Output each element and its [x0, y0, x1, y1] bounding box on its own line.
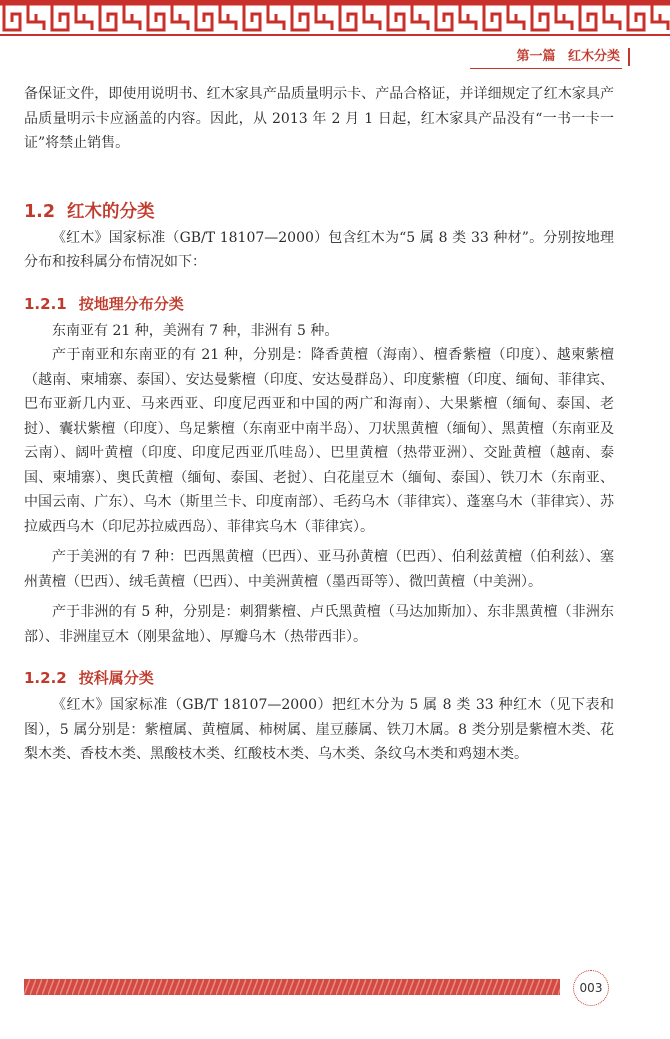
section-number: 1.2 [24, 201, 56, 222]
paragraph: 产于非洲的有 5 种，分别是：刺猬紫檀、卢氏黑黄檀（马达加斯加）、东非黑黄檀（非洲东部）、非洲崖豆木（刚果盆地）、厚瓣乌木（热带西非）。 [24, 604, 614, 645]
section-title: 红木的分类 [67, 201, 155, 222]
page-number: 003 [573, 970, 609, 1006]
section-heading-1-2 [24, 200, 614, 224]
bottom-ornament-band [24, 979, 560, 995]
subsection-number: 1.2.2 [24, 669, 67, 687]
subsection-number: 1.2.1 [24, 294, 67, 313]
intro-paragraph: 备保证文件，即使用说明书、红木家具产品质量明示卡、产品合格证，并详细规定了红木家具产品质量明示卡应涵盖的内容。因此，从 2013 年 2 月 1 日起，红木家具产品没有“一书一卡一证”将禁止销售。 [24, 86, 614, 151]
lattice-frieze-decoration [0, 0, 670, 44]
running-head [516, 48, 630, 66]
subsection-title: 按科属分类 [78, 669, 154, 687]
paragraph: 《红木》国家标准（GB/T 18107—2000）把红木分为 5 属 8 类 33 种红木（见下表和图），5 属分别是：紫檀属、黄檀属、柿树属、崖豆藤属、铁刀木属。8 类分别是紫檀木类、花梨木类、香枝木类、黑酸枝木类、红酸枝木类、乌木类、条纹乌木类和鸡翅木类。 [24, 697, 614, 762]
running-head-rule [470, 68, 622, 69]
subsection-heading-1-2-2 [24, 667, 614, 689]
running-head-part: 第一篇 [516, 49, 556, 64]
running-head-chapter: 红木分类 [567, 49, 620, 64]
paragraph: 产于美洲的有 7 种：巴西黑黄檀（巴西）、亚马孙黄檀（巴西）、伯利兹黄檀（伯利兹）、塞州黄檀（巴西）、绒毛黄檀（巴西）、中美洲黄檀（墨西哥等）、微凹黄檀（中美洲）。 [24, 549, 614, 590]
paragraph: 东南亚有 21 种，美洲有 7 种，非洲有 5 种。 [52, 322, 339, 339]
paragraph: 产于南亚和东南亚的有 21 种，分别是：降香黄檀（海南）、檀香紫檀（印度）、越柬紫檀（越南、柬埔寨、泰国）、安达曼紫檀（印度、安达曼群岛）、印度紫檀（印度、缅甸、菲律宾、巴布亚新几内亚、马来西亚、印度尼西亚和中国的两广和海南）、大果紫檀（缅甸、泰国、老挝）、囊状紫檀（印度）、鸟足紫檀（东南亚中南半岛）、刀状黑黄檀（缅甸）、黑黄檀（东南亚及云南）、阔叶黄檀（印度、印度尼西亚爪哇岛）、巴里黄檀（热带亚洲）、交趾黄檀（越南、泰国、柬埔寨）、奥氏黄檀（缅甸、泰国、老挝）、白花崖豆木（缅甸、泰国）、铁刀木（东南亚、中国云南、广东）、乌木（斯里兰卡、印度南部）、毛药乌木（菲律宾）、蓬塞乌木（菲律宾）、苏拉威西乌木（印尼苏拉威西岛）、菲律宾乌木（菲律宾）。 [24, 347, 614, 535]
subsection-title: 按地理分布分类 [78, 294, 184, 313]
subsection-heading-1-2-1 [24, 293, 614, 315]
page-body [24, 82, 614, 767]
section-1-2-body: 《红木》国家标准（GB/T 18107—2000）包含红木为“5 属 8 类 33 种材”。分别按地理分布和按科属分布情况如下： [24, 229, 614, 270]
